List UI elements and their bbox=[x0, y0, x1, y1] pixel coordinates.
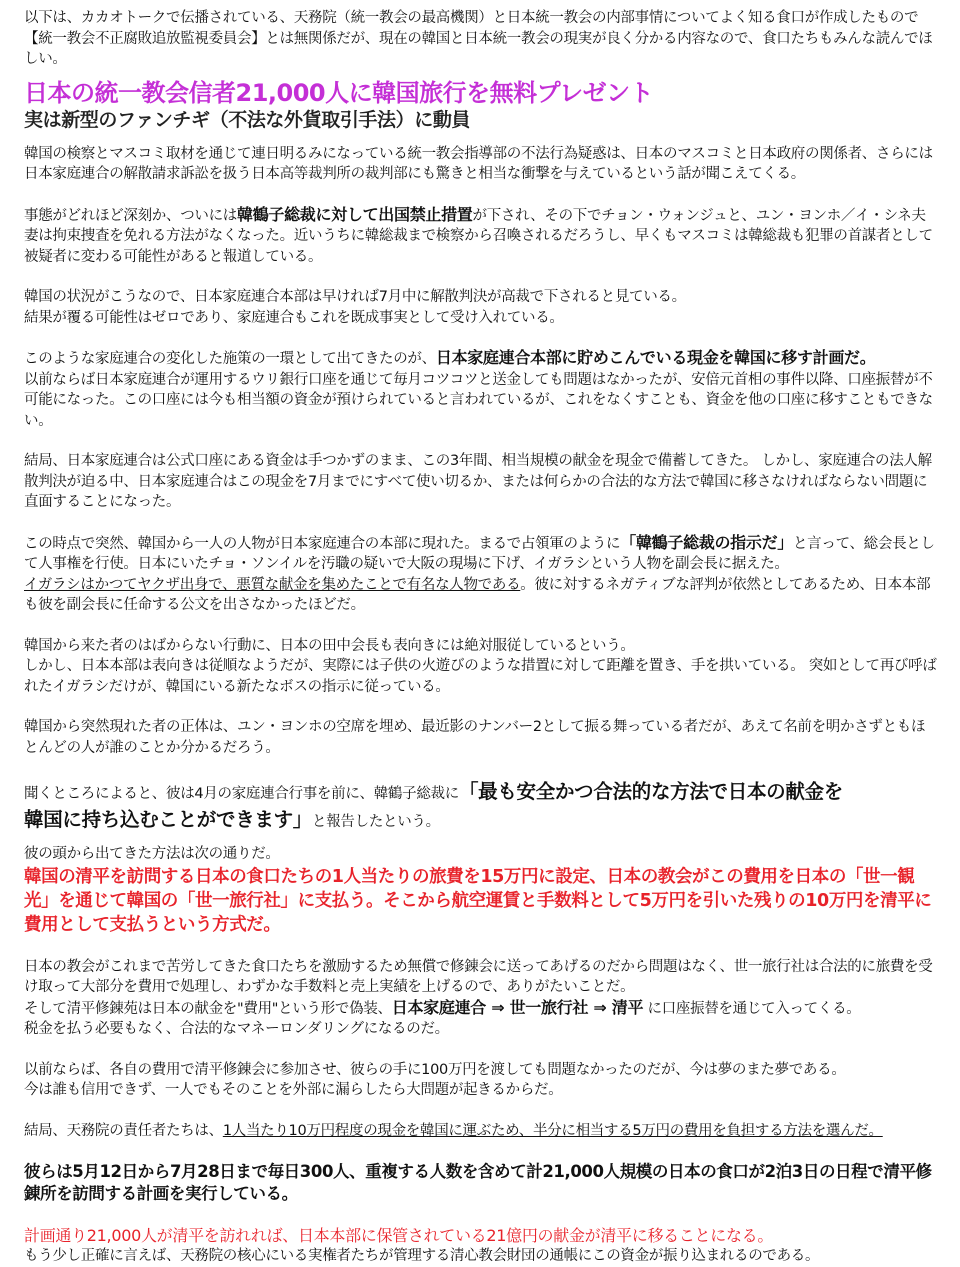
paragraph-3a: 韓国の状況がこうなので、日本家庭連合本部は早ければ7月中に解散判決が高裁で下されると見ている。 bbox=[24, 289, 686, 305]
paragraph-10b-red: 韓国の清平を訪問する日本の食口たちの1人当たりの旅費を15万円に設定、日本の教会がこの費用を日本の「世一観光」を通じて韓国の「世一旅行社」に支払う。そこから航空運賃と手数料として5万円を引いた残りの10万円を清平に費用として支払うという方式だ。 bbox=[24, 866, 932, 935]
paragraph-6 bbox=[24, 533, 939, 616]
paragraph-7b: しかし、日本本部は表向きは従順なようだが、実際には子供の火遊びのような措置に対して距離を置き、手を拱いている。 突如として再び呼ばれたイガラシだけが、韓国にいる新たなボスの指示に従っている。 bbox=[24, 658, 937, 695]
paragraph-11b bbox=[24, 998, 939, 1020]
p4-emphasis: 日本家庭連合本部に貯めこんでいる現金を韓国に移す計画だ。 bbox=[435, 348, 876, 367]
p9-text-rest: と報告したという。 bbox=[312, 814, 440, 830]
p13-text: 結局、天務院の責任者たちは、 bbox=[24, 1122, 223, 1139]
paragraph-12b: 今は誰も信用できず、一人でもそのことを外部に漏らしたら大問題が起きるからだ。 bbox=[24, 1082, 563, 1098]
paragraph-12a: 以前ならば、各自の費用で清平修錬会に参加させ、彼らの手に100万円を渡しても問題なかったのだが、今は夢のまた夢である。 bbox=[24, 1061, 846, 1078]
p4-text: このような家庭連合の変化した施策の一環として出てきたのが、 bbox=[24, 351, 436, 367]
p9-quote-line1: 「最も安全かつ合法的な方法で日本の献金を bbox=[458, 780, 843, 803]
sub-headline: 実は新型のファンチギ（不法な外貨取引手法）に動員 bbox=[24, 108, 471, 131]
p6-text-rest: 。彼に対するネガティブな評判が依然としてあるため、日本本部も彼を副会長に任命する公文を出さなかったほどだ。 bbox=[24, 576, 931, 613]
p2-text-rest: が下され、その下でチョン・ウォンジュと、ユン・ヨンホ／イ・シネ夫妻は拘束捜査を免れる方法がなくなった。近いうちに韓総裁まで検察から召喚されるだろうし、早くもマスコミは韓総裁も犯罪の首謀者として被疑者に変わる可能性があると報道している。 bbox=[24, 207, 933, 265]
p11b-text-rest: に口座振替を通じて入ってくる。 bbox=[643, 1000, 861, 1017]
paragraph-15b: もう少し正確に言えば、天務院の核心にいる実権者たちが管理する清心教会財団の通帳にこの資金が振り込まれるのである。 bbox=[24, 1248, 820, 1264]
paragraph-13 bbox=[24, 1121, 939, 1142]
p4-text-rest: 以前ならば日本家庭連合が運用するウリ銀行口座を通じて毎月コツコツと送金しても問題はなかったが、安倍元首相の事件以降、口座振替が不可能になった。この口座には今も相当額の資金が預けられていると言われているが、これをなくすことも、資金を他の口座に移すこともできない。 bbox=[24, 371, 933, 429]
p13-underlined: 1人当たり10万円程度の現金を韓国に運ぶため、半分に相当する5万円の費用を負担する方法を選んだ。 bbox=[222, 1122, 883, 1139]
paragraph-14-bold: 彼らは5月12日から7月28日まで毎日300人、重複する人数を含めて計21,000人規模の日本の食口が2泊3日の日程で清平修錬所を訪問する計画を実行している。 bbox=[24, 1162, 932, 1203]
paragraph-5: 結局、日本家庭連合は公式口座にある資金は手つかずのまま、この3年間、相当規模の献金を現金で備蓄してきた。 しかし、家庭連合の法人解散判決が迫る中、日本家庭連合はこの現金を7月までにすべて使い切るか、または何らかの合法的な方法で韓国に移さなければならない問題に直面することになった。 bbox=[24, 453, 932, 510]
paragraph-7a: 韓国から来た者のはばからない行動に、日本の田中会長も表向きには絶対服従しているという。 bbox=[24, 637, 635, 654]
p6-underlined: イガラシはかつてヤクザ出身で、悪質な献金を集めたことで有名な人物である bbox=[24, 576, 521, 593]
paragraph-15a-red: 計画通り21,000人が清平を訪れれば、日本本部に保管されている21億円の献金が清平に移ることになる。 bbox=[24, 1226, 774, 1245]
paragraph-3b: 結果が覆る可能性はゼロであり、家庭連合もこれを既成事実として受け入れている。 bbox=[24, 309, 564, 326]
p6-quote: 「韓鶴子総裁の指示だ」 bbox=[620, 532, 793, 552]
p6-text-mid: と言って、総会長として人事権を行使。日本にいたチョ・ソンイルを汚職の疑いで大阪の現場に下げ、イガラシという人物を副会長に据えた。 bbox=[24, 535, 935, 572]
p9-quote-line2: 韓国に持ち込むことができます」 bbox=[24, 808, 313, 831]
p2-text: 事態がどれほど深刻か、ついには bbox=[24, 207, 237, 224]
p9-text: 聞くところによると、彼は4月の家庭連合行事を前に、韓鶴子総裁に bbox=[24, 786, 459, 802]
paragraph-9 bbox=[24, 778, 939, 834]
p11b-flow: 日本家庭連合 ⇒ 世一旅行社 ⇒ 清平 bbox=[391, 997, 644, 1017]
p11b-text: そして清平修錬苑は日本の献金を"費用"という形で偽装、 bbox=[24, 1000, 392, 1017]
headline: 日本の統一教会信者21,000人に韓国旅行を無料プレゼント bbox=[24, 78, 654, 107]
paragraph-8: 韓国から突然現れた者の正体は、ユン・ヨンホの空席を埋め、最近影のナンバー2として振る舞っている者だが、あえて名前を明かさずともほとんどの人が誰のことか分かるだろう。 bbox=[24, 719, 926, 756]
article bbox=[24, 8, 939, 1267]
paragraph-2 bbox=[24, 205, 939, 268]
paragraph-4 bbox=[24, 348, 939, 431]
p6-text: この時点で突然、韓国から一人の人物が日本家庭連合の本部に現れた。まるで占領軍のように bbox=[24, 535, 621, 552]
paragraph-11a: 日本の教会がこれまで苦労してきた食口たちを激励するため無償で修錬会に送ってあげるのだから問題はなく、世一旅行社は合法的に旅費を受け取って大部分を費用で処理し、わずかな手数料と売上実績を上げるので、ありがたいことだ。 bbox=[24, 958, 933, 995]
p2-emphasis: 韓鶴子総裁に対して出国禁止措置 bbox=[237, 204, 473, 224]
intro-paragraph: 以下は、カカオトークで伝播されている、天務院（統一教会の最高機関）と日本統一教会の内部事情についてよく知る食口が作成したもので【統一教会不正腐敗追放監視委員会】とは無関係だが、現在の韓国と日本統一教会の現実が良く分かる内容なので、食口たちもみんな読んでほしい。 bbox=[24, 10, 933, 67]
paragraph-10a: 彼の頭から出てきた方法は次の通りだ。 bbox=[24, 846, 280, 862]
paragraph-1: 韓国の検察とマスコミ取材を通じて連日明るみになっている統一教会指導部の不法行為疑惑は、日本のマスコミと日本政府の関係者、さらには日本家庭連合の解散請求訴訟を扱う日本高等裁判所の裁判部にも驚きと相当な衝撃を与えているという話が聞こえてくる。 bbox=[24, 145, 933, 182]
paragraph-11c: 税金を払う必要もなく、合法的なマネーロンダリングになるのだ。 bbox=[24, 1021, 449, 1037]
